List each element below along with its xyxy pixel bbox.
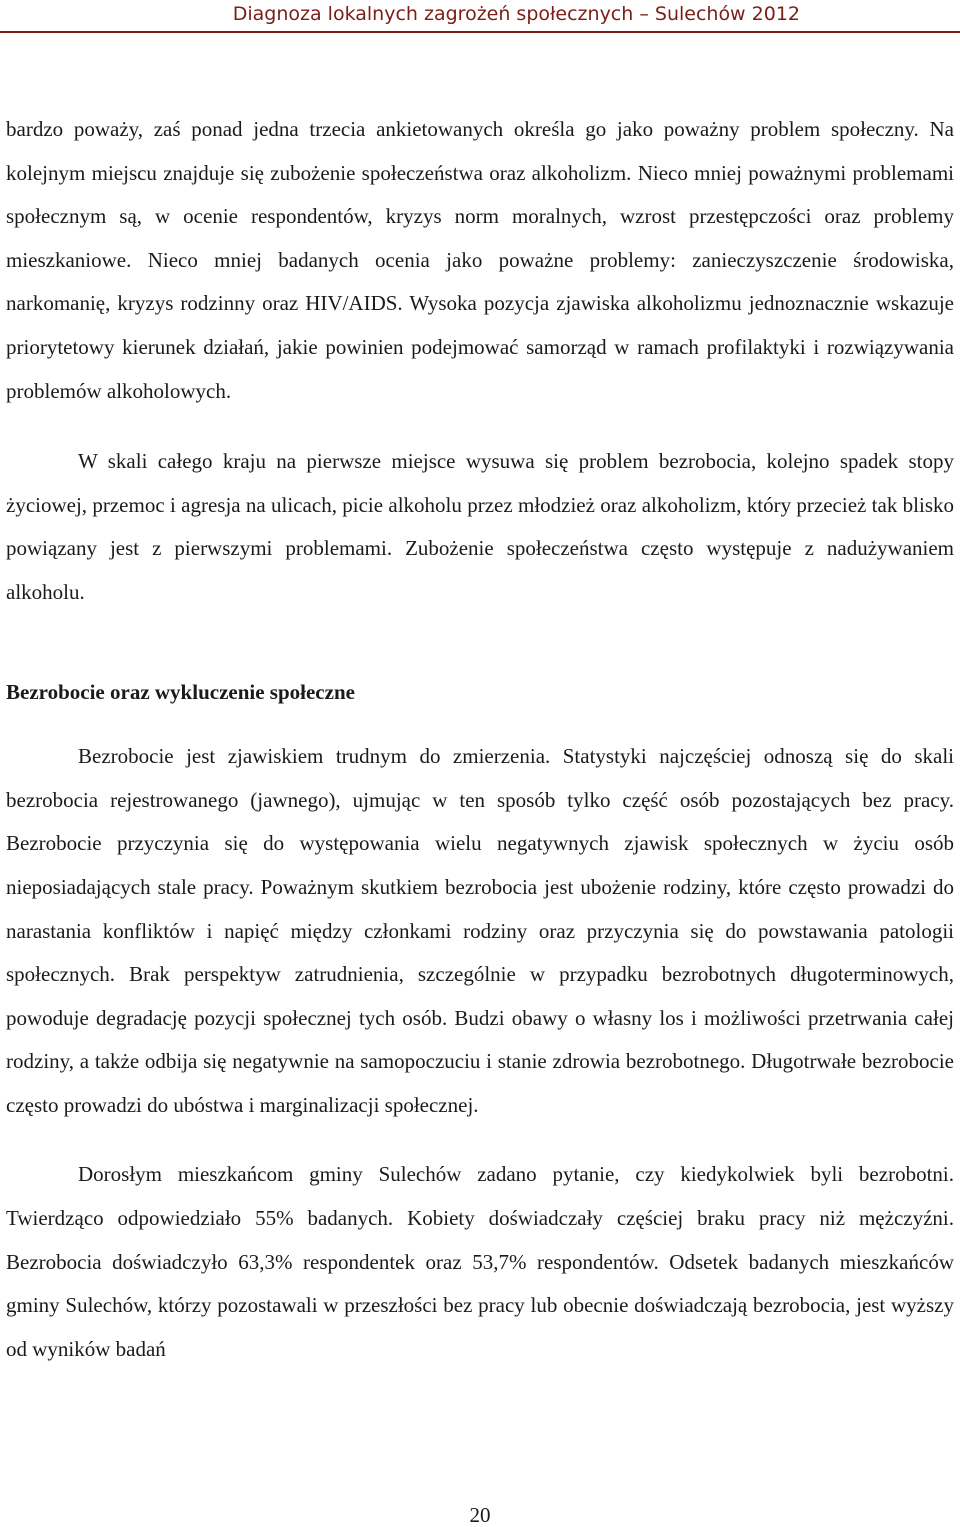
paragraph-continuation: bardzo poważy, zaś ponad jedna trzecia ankietowanych określa go jako poważny problem społeczny. Na kolejnym miejscu znajduje się zubożenie społeczeństwa oraz alkoholizm. Nieco mniej poważnymi problemami społecznym są, w ocenie respondentów, kryzys norm moralnych, wzrost przestępczości oraz problemy mieszkaniowe. Nieco mniej badanych ocenia jako poważne problemy: zanieczyszczenie środowiska, narkomanię, kryzys rodzinny oraz HIV/AIDS. Wysoka pozycja zjawiska alkoholizmu jednoznacznie wskazuje priorytetowy kierunek działań, jakie powinien podejmować samorząd w ramach profilaktyki i rozwiązywania problemów alkoholowych. xyxy=(6,117,954,403)
page-number: 20 xyxy=(469,1503,491,1527)
document-body xyxy=(6,108,954,1371)
running-header: Diagnoza lokalnych zagrożeń społecznych – Sulechów 2012 xyxy=(232,3,800,25)
paragraph-survey-results: Dorosłym mieszkańcom gminy Sulechów zadano pytanie, czy kiedykolwiek byli bezrobotni. Twierdząco odpowiedziało 55% badanych. Kobiety doświadczały częściej braku pracy niż mężczyźni. Bezrobocia doświadczyło 63,3% respondentek oraz 53,7% respondentów. Odsetek badanych mieszkańców gminy Sulechów, którzy pozostawali w przeszłości bez pracy lub obecnie doświadczają bezrobocia, jest wyższy od wyników badań xyxy=(6,1162,954,1361)
paragraph-national-scale: W skali całego kraju na pierwsze miejsce wysuwa się problem bezrobocia, kolejno spadek stopy życiowej, przemoc i agresja na ulicach, picie alkoholu przez młodzież oraz alkoholizm, który przecież tak blisko powiązany jest z pierwszymi problemami. Zubożenie społeczeństwa często występuje z nadużywaniem alkoholu. xyxy=(6,449,954,604)
header-divider xyxy=(0,31,960,33)
section-heading: Bezrobocie oraz wykluczenie społeczne xyxy=(6,679,355,704)
paragraph-unemployment: Bezrobocie jest zjawiskiem trudnym do zmierzenia. Statystyki najczęściej odnoszą się do skali bezrobocia rejestrowanego (jawnego), ujmując w ten sposób tylko część osób pozostających bez pracy. Bezrobocie przyczynia się do występowania wielu negatywnych zjawisk społecznych w życiu osób nieposiadających stale pracy. Poważnym skutkiem bezrobocia jest ubożenie rodziny, które często prowadzi do narastania konfliktów i napięć między członkami rodziny oraz przyczynia się do powstawania patologii społecznych. Brak perspektyw zatrudnienia, szczególnie w przypadku bezrobotnych długoterminowych, powoduje degradację pozycji społecznej tych osób. Budzi obawy o własny los i możliwości przetrwania całej rodziny, a także odbija się negatywnie na samopoczuciu i stanie zdrowia bezrobotnego. Długotrwałe bezrobocie często prowadzi do ubóstwa i marginalizacji społecznej. xyxy=(6,744,954,1117)
